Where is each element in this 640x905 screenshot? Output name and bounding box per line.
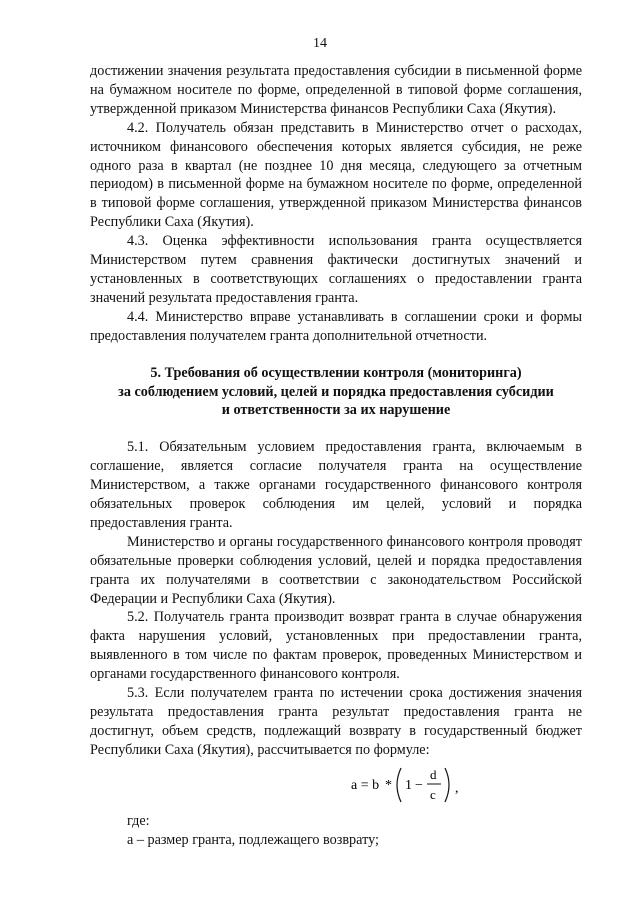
formula-svg — [351, 762, 501, 808]
section-5-heading — [90, 364, 582, 421]
formula-numerator: d — [430, 766, 437, 782]
formula-comma: , — [455, 780, 459, 796]
paragraph-5-1: 5.1. Обязательным условием предоставления гранта, включаемым в соглашение, является согласие получателя гранта на осуществление Министерством, а также органами государственного финансового контроля обязательных проверок соблюдения им целей, условий и порядка предоставления гранта. — [90, 439, 582, 531]
paragraph-continuation: достижении значения результата предоставления субсидии в письменной форме на бумажном носителе по форме, определенной в типовой форме соглашения, утвержденной приказом Министерства финансов Республики Саха (Якутия). — [90, 63, 582, 117]
formula-mult: * — [385, 777, 392, 793]
refund-formula — [270, 762, 582, 808]
document-body — [90, 62, 582, 850]
heading-line-3: и ответственности за их нарушение — [221, 402, 451, 419]
paragraph-5-2: 5.2. Получатель гранта производит возврат гранта в случае обнаружения факта нарушения условий, установленных при предоставлении гранта, выявленного в том числе по фактам проверок, проведенных Министерством и органами государственного финансового контроля. — [90, 609, 582, 683]
formula-left-paren — [397, 768, 401, 802]
heading-line-2: за соблюдением условий, целей и порядка предоставления субсидии — [118, 383, 554, 400]
paragraph-5-3: 5.3. Если получателем гранта по истечении срока достижения значения результата предоставления гранта результат предоставления гранта не достигнут, объем средств, подлежащий возврату в государственный бюджет Республики Саха (Якутия), рассчитывается по формуле: — [90, 685, 582, 758]
page-number: 14 — [313, 36, 327, 51]
paragraph-4-2: 4.2. Получатель обязан представить в Министерство отчет о расходах, источником финансового обеспечения которых является субсидия, не реже одного раза в квартал (не позднее 10 дня месяца, следующего за отчетным периодом) в письменной форме на бумажном носителе по форме, определенной в типовой форме соглашения, утвержденной приказом Министерства финансов Республики Саха (Якутия). — [90, 119, 582, 231]
definition-a: a – размер гранта, подлежащего возврату; — [127, 831, 379, 848]
formula-denominator: c — [430, 786, 436, 802]
formula-lhs: a = b — [351, 777, 380, 793]
formula-one: 1 — [405, 777, 412, 793]
paragraph-control: Министерство и органы государственного финансового контроля проводят обязательные проверки соблюдения условий, целей и порядка предоставления гранта их получателями в соответствии с законодательством Российской Федерации и Республики Саха (Якутия). — [90, 533, 582, 607]
where-label: где: — [127, 812, 150, 829]
formula-minus: − — [415, 777, 423, 793]
paragraph-4-4: 4.4. Министерство вправе устанавливать в соглашении сроки и формы предоставления получателем гранта дополнительной отчетности. — [90, 308, 582, 344]
heading-line-1: 5. Требования об осуществлении контроля (мониторинга) — [150, 364, 522, 381]
formula-right-paren — [445, 768, 449, 802]
paragraph-4-3: 4.3. Оценка эффективности использования гранта осуществляется Министерством путем сравнения фактически достигнутых значений и установленных в соответствующих соглашениях о предоставлении гранта значений результата предоставления гранта. — [90, 233, 582, 306]
